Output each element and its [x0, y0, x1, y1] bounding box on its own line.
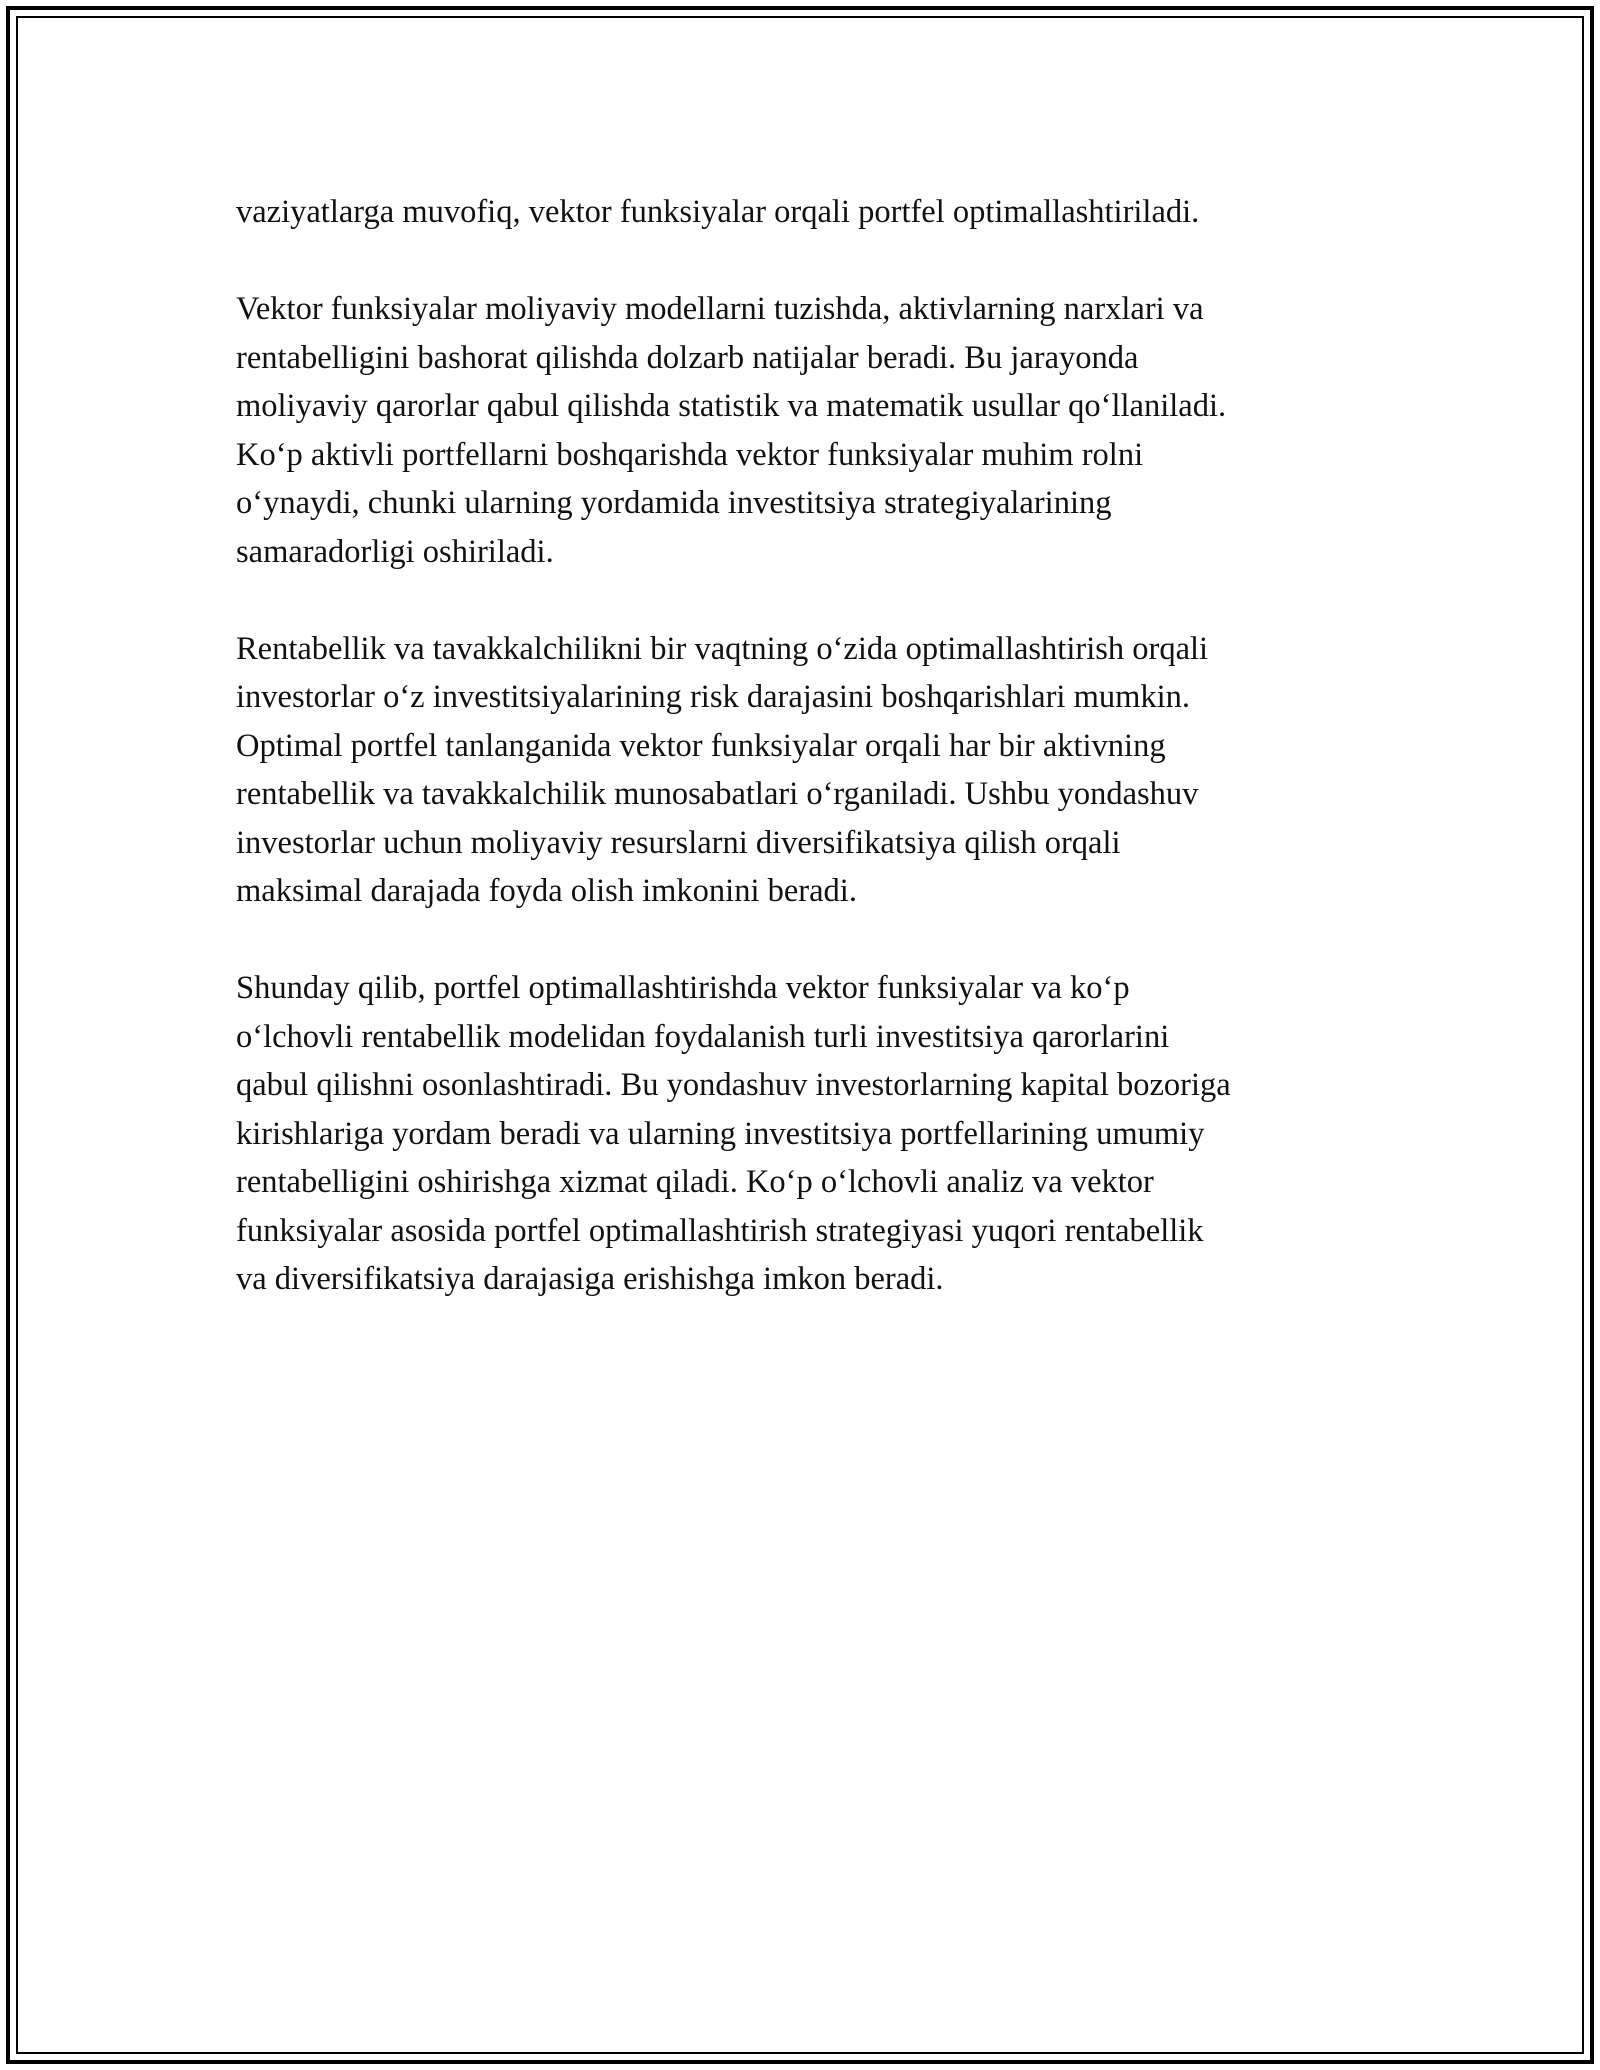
- text-line: rentabelligini oshirishga xizmat qiladi. Ko‘p o‘lchovli analiz va vektor: [236, 1164, 1154, 1200]
- text-line: vaziyatlarga muvofiq, vektor funksiyalar orqali portfel optimallashtiriladi.: [236, 194, 1200, 230]
- text-line: Ko‘p aktivli portfellarni boshqarishda vektor funksiyalar muhim rolni: [236, 436, 1144, 473]
- text-line: investorlar uchun moliyaviy resurslarni diversifikatsiya qilish orqali: [236, 824, 1121, 861]
- text-line: samaradorligi oshiriladi.: [236, 533, 554, 570]
- text-line: maksimal darajada foyda olish imkonini beradi.: [236, 873, 857, 909]
- text-line: o‘ynaydi, chunki ularning yordamida investitsiya strategiyalarining: [236, 485, 1112, 521]
- paragraph-4: [236, 964, 1386, 1304]
- document-body: [236, 188, 1386, 1352]
- text-line: Vektor funksiyalar moliyaviy modellarni tuzishda, aktivlarning narxlari va: [236, 291, 1204, 327]
- text-line: moliyaviy qarorlar qabul qilishda statistik va matematik usullar qo‘llaniladi.: [236, 388, 1227, 424]
- text-line: investorlar o‘z investitsiyalarining risk darajasini boshqarishlari mumkin.: [236, 679, 1191, 715]
- text-line: rentabellik va tavakkalchilik munosabatlari o‘rganiladi. Ushbu yondashuv: [236, 776, 1199, 812]
- paragraph-1: [236, 188, 1386, 237]
- text-line: kirishlariga yordam beradi va ularning investitsiya portfellarining umumiy: [236, 1115, 1205, 1152]
- text-line: o‘lchovli rentabellik modelidan foydalanish turli investitsiya qarorlarini: [236, 1018, 1170, 1055]
- paragraph-3: [236, 625, 1386, 916]
- text-line: va diversifikatsiya darajasiga erishishga imkon beradi.: [236, 1261, 944, 1297]
- text-line: qabul qilishni osonlashtiradi. Bu yondashuv investorlarning kapital bozoriga: [236, 1067, 1231, 1103]
- text-line: Optimal portfel tanlanganida vektor funksiyalar orqali har bir aktivning: [236, 727, 1166, 764]
- paragraph-2: [236, 285, 1386, 576]
- text-line: funksiyalar asosida portfel optimallashtirish strategiyasi yuqori rentabellik: [236, 1212, 1204, 1249]
- text-line: Shunday qilib, portfel optimallashtirishda vektor funksiyalar va ko‘p: [236, 970, 1130, 1006]
- text-line: Rentabellik va tavakkalchilikni bir vaqtning o‘zida optimallashtirish orqali: [236, 630, 1209, 667]
- text-line: rentabelligini bashorat qilishda dolzarb natijalar beradi. Bu jarayonda: [236, 339, 1139, 376]
